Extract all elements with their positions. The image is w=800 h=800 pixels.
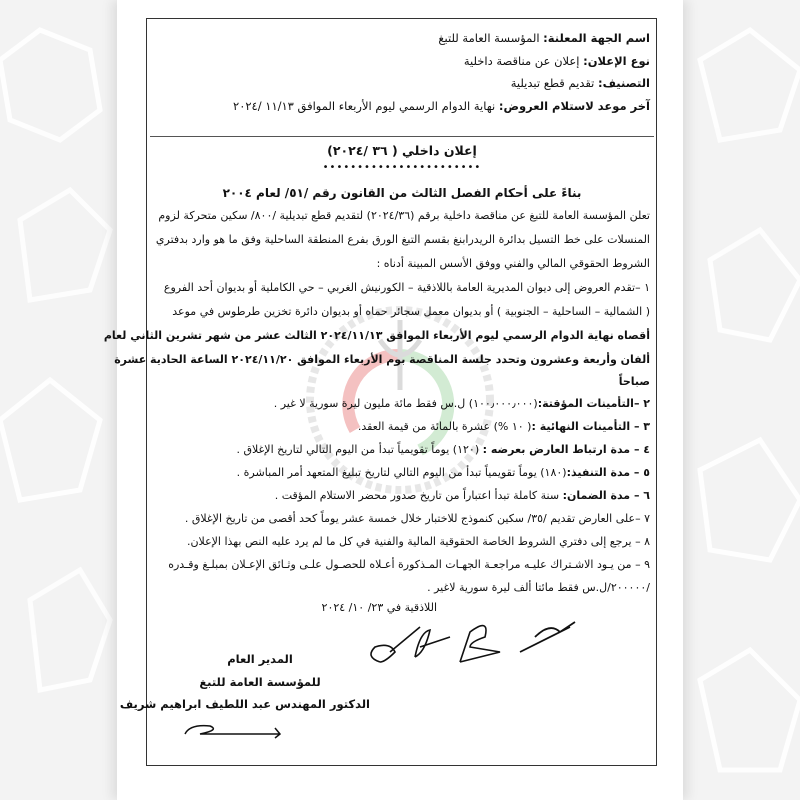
intro-line: تعلن المؤسسة العامة للتبغ عن مناقصة داخلية برقم (٢٠٢٤/٣٦) لتقديم قطع تبديلية /٨٠٠/ سكين متحركة لزوم — [158, 209, 650, 222]
clause-1-line: ١ –تقدم العروض إلى ديوان المديرية العامة باللاذقية – الكورنيش الغربي – حي الكاملية أو بديوان أحد الفروع — [163, 281, 650, 294]
clause-6 — [275, 489, 650, 503]
clause-label: ٤ – مدة ارتباط العارض بعرضه : — [482, 443, 650, 456]
announcement-title: إعلان داخلي ( ٣٦ /٢٠٢٤) — [327, 143, 477, 158]
clause-1-line: أقصاه نهاية الدوام الرسمي ليوم الأربعاء الموافق ٢٠٢٤/١١/١٣ الثالث عشر من شهر تشرين الثاني لعام — [103, 329, 650, 342]
clause-label: ٢ –التأمينات المؤقتة: — [537, 397, 650, 410]
clause-1-line: صباحاً — [618, 375, 650, 388]
clause-4 — [236, 443, 650, 457]
deadline-line — [233, 99, 650, 113]
clause-label: ٦ – مدة الضمان: — [562, 489, 650, 502]
entity-label: اسم الجهة المعلنة: — [543, 31, 650, 45]
entity-line — [438, 31, 650, 45]
signatures — [360, 612, 600, 672]
clause-8: ٨ – يرجع إلى دفتري الشروط الخاصة الحقوقية المالية والفنية في كل ما لم يرد عليه النص بهذا الإعلان. — [186, 535, 650, 548]
clause-text: ( ١٠ %) عشرة بالمائة من قيمة العقد. — [357, 420, 532, 433]
clause-7: ٧ –على العارض تقديم /٣٥/ سكين كنموذج للاختبار خلال خمسة عشر يوماً كحد أقصى من تاريخ الإغلاق . — [184, 512, 650, 525]
header-separator — [150, 136, 654, 137]
signatory-org: للمؤسسة العامة للتبغ — [199, 675, 321, 689]
signatory-title: المدير العام — [227, 652, 293, 666]
clause-text: (١٠٠٫٠٠٠٫٠٠٠) ل.س فقط مائة مليون ليرة سورية لا غير . — [273, 397, 538, 410]
category-label: التصنيف: — [598, 76, 650, 90]
type-line — [464, 54, 650, 68]
clause-1-line: ( الشمالية – الساحلية – الجنوبية ) أو بديوان معمل سجائر حماه أو بديوان دائرة تخزين طرطوس في موعد — [172, 305, 650, 318]
clause-1-line: ألفان وأربعة وعشرون وتحدد جلسة المناقصة بوم الأربعاء الموافق ٢٠٢٤/١١/٢٠ الساعة الحادية عشرة — [114, 353, 650, 366]
place-date: اللاذقية في ٢٣/ ١٠/ ٢٠٢٤ — [321, 601, 437, 614]
title-dots: ••••••••••••••••••••••• — [322, 162, 482, 173]
entity-value: المؤسسة العامة للتبغ — [438, 31, 544, 45]
clause-2 — [274, 397, 650, 411]
clause-5 — [237, 466, 650, 480]
clause-9-cont: /٢٠٠٠٠٠/ل.س فقط مائتا ألف ليرة سورية لاغير . — [427, 581, 650, 594]
clause-text: (١٨٠) يوماً تقويمياً تبدأ من اليوم التالي لتاريخ تبليغ المتعهد أمر المباشرة . — [236, 466, 567, 479]
type-value: إعلان عن مناقصة داخلية — [463, 54, 584, 68]
intro-line: المنسلات على خط التسيل بدائرة الريدرابنغ بقسم التبغ الورق بفرع المنطقة الساحلية وفق ما هو وارد بدفتري — [155, 233, 650, 246]
director-signature — [180, 716, 300, 746]
deadline-label: آخر موعد لاستلام العروض: — [498, 99, 650, 113]
intro-line: الشروط الحقوقي المالي والفني ووفق الأسس المبينة أدناه : — [376, 257, 650, 270]
clause-label: ٣ – التأمينات النهائية : — [531, 420, 650, 433]
clause-text: (١٢٠) يوماً تقويمياً تبدأ من اليوم التالي لتاريخ الإغلاق . — [236, 443, 483, 456]
type-label: نوع الإعلان: — [583, 54, 650, 68]
category-value: تقديم قطع تبديلية — [510, 76, 599, 90]
legal-basis: بناءً على أحكام الفصل الثالث من القانون رقم /٥١/ لعام ٢٠٠٤ — [222, 186, 582, 200]
deadline-value: نهاية الدوام الرسمي ليوم الأربعاء الموافق ١١/١٣ /٢٠٢٤ — [233, 99, 499, 113]
clause-text: سنة كاملة تبدأ اعتباراً من تاريخ صدور محضر الاستلام المؤقت . — [274, 489, 563, 502]
clause-9: ٩ – من يـود الاشـتراك عليـه مراجعـة الجهـات المـذكورة أعـلاه للحصـول علـى وثـائق الإعـلان بمبلـغ وقـدره — [168, 558, 650, 571]
category-line — [511, 76, 650, 90]
clause-3 — [358, 420, 650, 434]
signatory-name: الدكتور المهندس عبد اللطيف ابراهيم شريف — [119, 697, 370, 711]
clause-label: ٥ – مدة التنفيذ: — [566, 466, 650, 479]
